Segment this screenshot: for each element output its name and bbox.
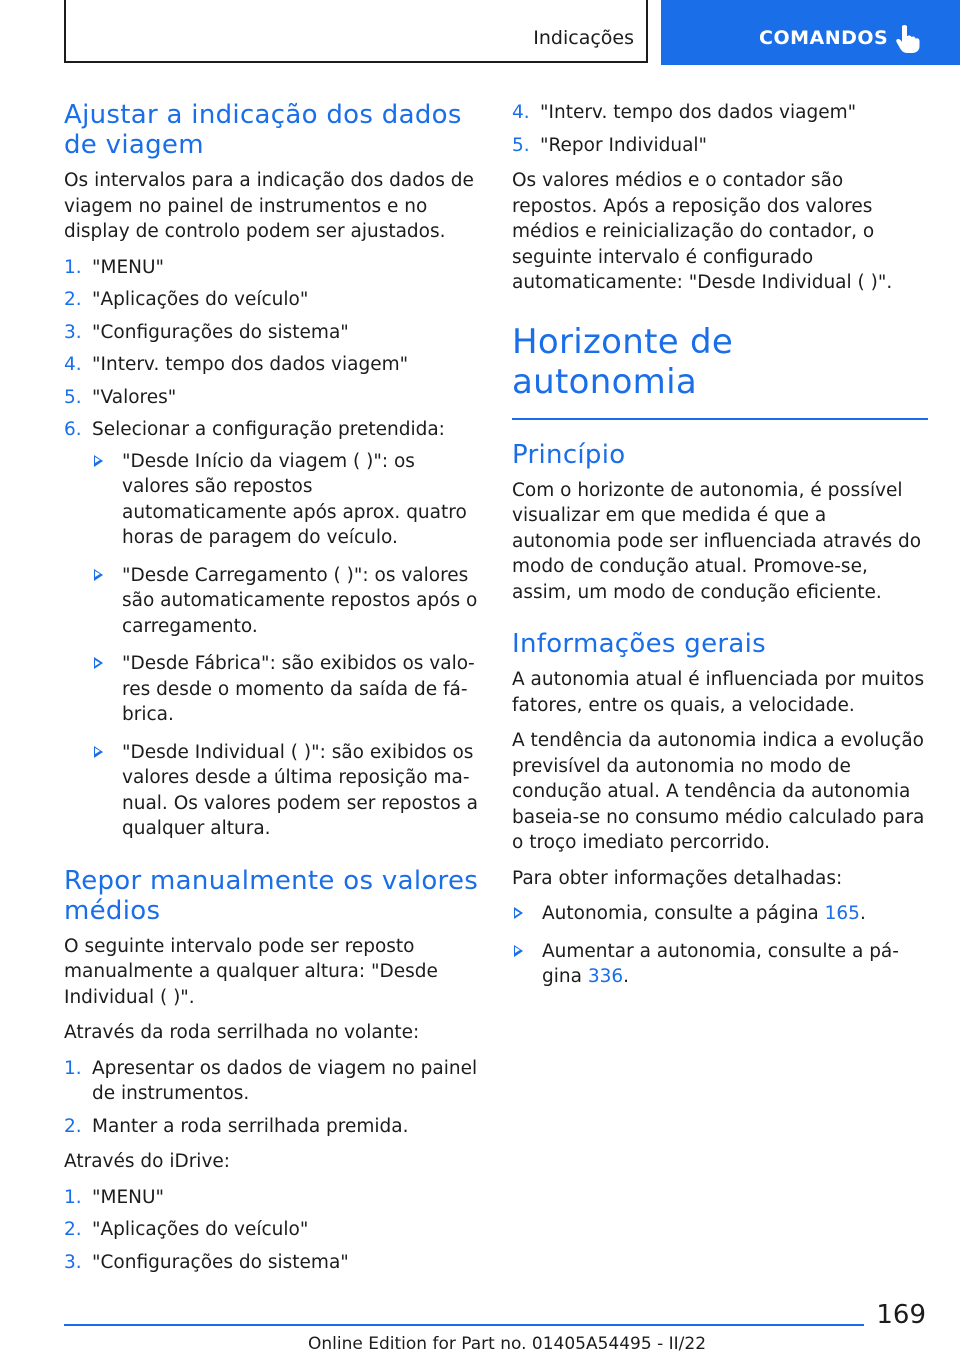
page-header	[0, 0, 960, 66]
reset-intro: O seguinte intervalo pode ser reposto manualmente a qualquer altura: "Desde Individual ( )".	[64, 935, 438, 1008]
heading-divider	[512, 418, 928, 420]
hand-pointer-icon	[895, 24, 921, 54]
list-item: 3. "Configurações do sistema"	[64, 321, 349, 343]
list-item: Aumentar a autonomia, consulte a página 336.	[512, 939, 927, 990]
wheel-steps	[64, 1056, 479, 1140]
principle-text: Com o horizonte de autonomia, é possível visualizar em que medida é que a autonomia pode ser influenciada através do modo de condução atual. Promove-se, assim, um modo de condução eficiente.	[512, 479, 922, 603]
reset-result-text: Os valores médios e o contador são repostos. Após a reposição dos valores médios e reinicialização do contador, o seguinte intervalo é configurado automaticamente: "Desde Individual ( )".	[512, 170, 893, 293]
chapter-heading-range-horizon: Horizonte de autonomia	[512, 321, 734, 402]
bullet-triangle-icon	[94, 455, 103, 467]
page-number: 169	[876, 1300, 926, 1330]
page-footer	[0, 1290, 960, 1362]
page-link-165[interactable]: 165	[824, 903, 860, 924]
left-column	[64, 100, 479, 1285]
general-info-p1: A autonomia atual é influenciada por muitos fatores, entre os quais, a velocidade.	[512, 669, 925, 716]
trip-data-steps	[64, 255, 479, 842]
list-item: 4. "Interv. tempo dos dados viagem"	[512, 102, 857, 123]
chapter-title: COMANDOS	[759, 27, 889, 49]
section-heading-principle: Princípio	[512, 439, 626, 470]
list-item: 6. Selecionar a configuração pretendida: "Desde Início da viagem ( )": os valores são repostos automaticamente após aprox. quatro horas de paragem do veículo. "Desde Carregamento ( )": os valores são automaticamente repostos após o carregamento. "Desde Fábrica": são exibidos os valores desde o momento da saída de fábrica. "Desde Individual ( )": são exibidos os valores desde a última reposição manual. Os valores podem ser repostos a qualquer altura.	[64, 417, 479, 842]
wheel-label: Através da roda serrilhada no volante:	[64, 1022, 420, 1043]
section-title: Indicações	[533, 27, 634, 49]
bullet-triangle-icon	[94, 657, 103, 669]
list-item: 1. Apresentar os dados de viagem no painel de instrumentos.	[64, 1057, 478, 1104]
list-item: 2. Manter a roda serrilhada premida.	[64, 1115, 409, 1137]
reset-steps-continued	[512, 100, 927, 158]
bullet-triangle-icon	[94, 569, 103, 581]
section-heading-reset: Repor manualmente os valores médios	[64, 865, 479, 926]
option-list	[92, 449, 479, 842]
list-item: 3. "Configurações do sistema"	[64, 1251, 349, 1273]
right-column	[512, 100, 927, 1002]
general-info-p2: A tendência da autonomia indica a evolução previsível da autonomia no modo de condução atual. A tendência da autonomia baseia-se no consumo médio calculado para o troço imediato percorrido.	[512, 730, 925, 853]
list-item: 2. "Aplicações do veículo"	[64, 289, 309, 310]
list-item: 5. "Repor Individual"	[512, 134, 708, 156]
idrive-steps	[64, 1185, 479, 1276]
general-info-p3: Para obter informações detalhadas:	[512, 867, 843, 889]
list-item: 5. "Valores"	[64, 386, 177, 408]
list-item: 1. "MENU"	[64, 1186, 165, 1208]
list-item: "Desde Fábrica": são exibidos os valores desde o momento da saída de fábrica.	[92, 651, 479, 728]
page-link-336[interactable]: 336	[587, 966, 624, 987]
bullet-triangle-icon	[514, 907, 523, 919]
list-item: "Desde Individual ( )": são exibidos os valores desde a última reposição manual. Os valores podem ser repostos a qualquer altura.	[92, 740, 479, 842]
trip-data-intro: Os intervalos para a indicação dos dados de viagem no painel de instrumentos e no display de controlo podem ser ajustados.	[64, 170, 474, 242]
footer-divider	[64, 1324, 864, 1326]
bullet-triangle-icon	[514, 945, 523, 957]
list-item: Autonomia, consulte a página 165.	[512, 901, 927, 927]
section-heading-general-info: Informações gerais	[512, 629, 766, 659]
list-item: "Desde Início da viagem ( )": os valores são repostos automaticamente após aprox. quatro horas de paragem do veículo.	[92, 449, 479, 551]
list-item: 2. "Aplicações do veículo"	[64, 1219, 309, 1240]
list-item: "Desde Carregamento ( )": os valores são automaticamente repostos após o carregamento.	[92, 563, 479, 640]
idrive-label: Através do iDrive:	[64, 1151, 231, 1172]
reference-list	[512, 901, 927, 990]
edition-note: Online Edition for Part no. 01405A54495 - II/22	[308, 1334, 707, 1354]
list-item: 1. "MENU"	[64, 256, 165, 278]
list-item: 4. "Interv. tempo dos dados viagem"	[64, 354, 409, 375]
bullet-triangle-icon	[94, 746, 103, 758]
section-heading-trip-data: Ajustar a indicação dos dados de viagem	[64, 100, 462, 160]
chapter-tab	[661, 0, 960, 65]
